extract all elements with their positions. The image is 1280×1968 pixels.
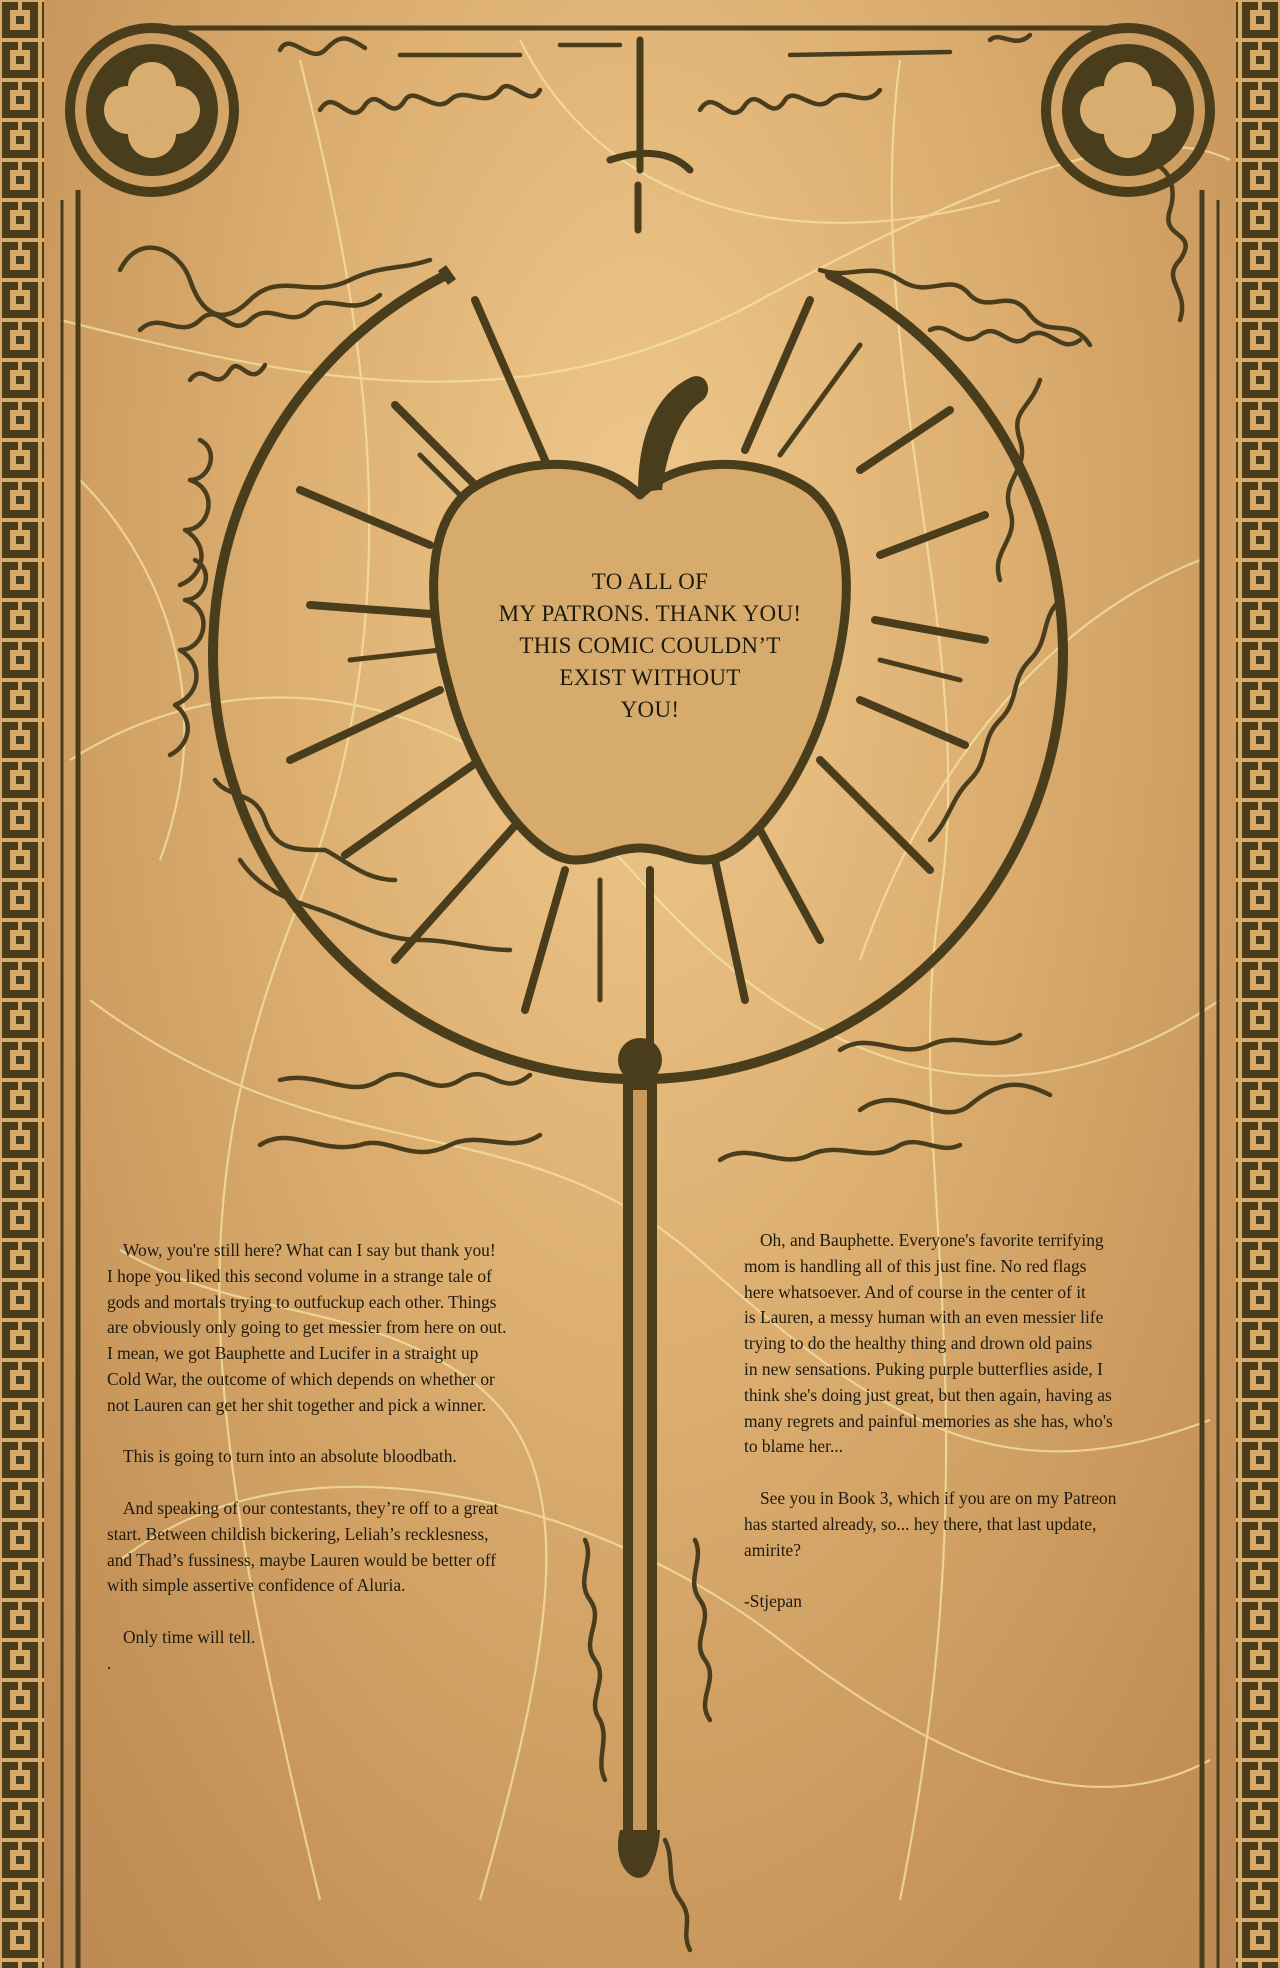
text-line: trying to do the healthy thing and drown old pains [744, 1333, 1093, 1354]
trailing-mark: . [107, 1652, 112, 1673]
signature [744, 1589, 1204, 1615]
text-line: and Thad’s fussiness, maybe Lauren would be better off [107, 1549, 497, 1570]
text-line: -Stjepan [744, 1591, 802, 1612]
text-line: Only time will tell. [123, 1626, 256, 1647]
right-text-column [744, 1228, 1204, 1641]
text-line: Oh, and Bauphette. Everyone's favorite terrifying [760, 1230, 1104, 1250]
quatrefoil-ornament-right [1046, 28, 1210, 192]
text-line: And speaking of our contestants, they’re off to a great [123, 1497, 499, 1518]
dedication-message [460, 566, 840, 726]
text-line: not Lauren can get her shit together and pick a winner. [107, 1394, 487, 1415]
dedication-line: YOU! [620, 697, 680, 722]
dedication-line: MY PATRONS. THANK YOU! [498, 601, 802, 626]
text-line: mom is handling all of this just fine. No red flags [744, 1255, 1087, 1276]
dedication-line: EXIST WITHOUT [559, 665, 741, 690]
text-line: I mean, we got Bauphette and Lucifer in a straight up [107, 1343, 479, 1364]
wand-stem [618, 1038, 662, 1878]
paragraph [107, 1238, 567, 1419]
text-line: Cold War, the outcome of which depends on whether or [107, 1368, 495, 1389]
text-line: think she's doing just great, but then again, having as [744, 1384, 1112, 1405]
right-key-border [1236, 0, 1280, 1968]
text-line: is Lauren, a messy human with an even messier life [744, 1307, 1104, 1328]
text-line: gods and mortals trying to outfuckup each other. Things [107, 1291, 497, 1312]
text-line: in new sensations. Puking purple butterflies aside, I [744, 1358, 1103, 1379]
left-key-border [0, 0, 44, 1968]
text-line: to blame her... [744, 1436, 844, 1457]
text-line: has started already, so... hey there, that last update, [744, 1513, 1097, 1534]
left-text-column [107, 1238, 567, 1676]
dedication-line: TO ALL OF [591, 569, 709, 594]
text-line: with simple assertive confidence of Aluria. [107, 1575, 406, 1596]
text-line: This is going to turn into an absolute bloodbath. [123, 1446, 457, 1467]
paragraph [744, 1228, 1204, 1460]
paragraph [107, 1625, 567, 1651]
quatrefoil-ornament-left [70, 28, 234, 192]
paragraph [744, 1486, 1204, 1563]
text-line: I hope you liked this second volume in a strange tale of [107, 1265, 492, 1286]
text-line: amirite? [744, 1539, 801, 1560]
text-line: Wow, you're still here? What can I say but thank you! [123, 1240, 496, 1260]
text-line: many regrets and painful memories as she has, who's [744, 1410, 1113, 1431]
text-line: are obviously only going to get messier from here on out. [107, 1317, 507, 1338]
paragraph [107, 1444, 567, 1470]
text-line: See you in Book 3, which if you are on my Patreon [760, 1487, 1117, 1508]
text-line: start. Between childish bickering, Leliah’s recklesness, [107, 1523, 489, 1544]
dedication-line: THIS COMIC COULDN’T [519, 633, 781, 658]
text-line: here whatsoever. And of course in the center of it [744, 1281, 1086, 1302]
paragraph [107, 1496, 567, 1599]
